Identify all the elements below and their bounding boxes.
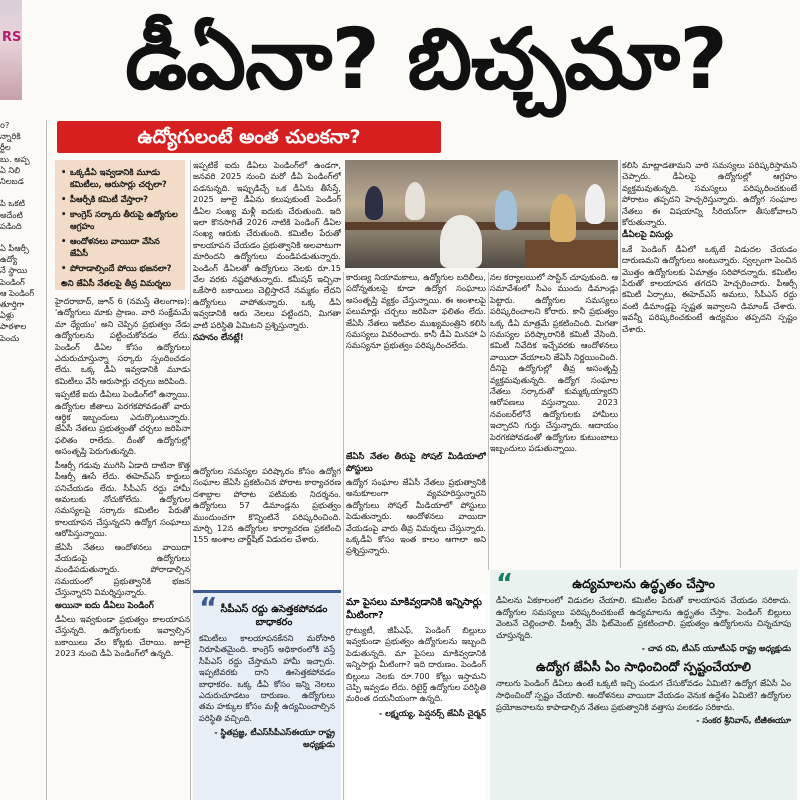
quote-body: కమిటీలు కాలయాపనకేనని మరోసారి నిరూపితమైంది. కాంగ్రెస్ అధికారంలోకి వస్తే సీపీఎస్ రద్దు చేస్తామని హామీ ఇచ్చారు. ఇప్పటివరకు దాని ఊసెత్తకపోవడం బాధాకరం. ఒక్క డీఏ కోసం ఇన్ని నెలలు ఎదురుచూడటం దారుణం. ఉద్యోగులు తమ హక్కుల కోసం మళ్లీ ఉద్యమించాల్సిన పరిస్థితి వచ్చింది.	[199, 633, 335, 723]
highlight-item: • పోరాడాల్సిందే పోయి భజనలా?	[61, 262, 179, 274]
paragraph: ఉద్యోగుల సమస్యల పరిష్కారం కోసం ఉద్యోగ సంఘాల జేఏసీ ప్రకటించిన పోరాట కార్యాచరణ దశాబ్దాల పోరాట పటిమకు నిదర్శనం. ఉద్యోగులు 57 డిమాండ్లను ప్రభుత్వం ముందుంచగా కొన్నింటినే పరిష్కరించింది. మార్చి 12న ఉద్యోగుల కార్యాచరణ ప్రకటించి 155 అంశాల చార్జ్‌షీట్ విడుదల చేశారు.	[193, 466, 341, 545]
left-strip-line: పడింది	[0, 220, 22, 231]
quote-title: సీపీఎస్ రద్దు ఉసెత్తకపోవడం బాధాకరం	[220, 604, 328, 628]
office-photo	[345, 160, 618, 268]
left-strip-line: ఆ పెండింగ్	[0, 287, 34, 298]
paragraph: కారుణ్య నియామకాలు, ఉద్యోగుల బదిలీలు, పదోన్నతులపై కూడా ఉద్యోగ సంఘాలు అసంతృప్తి వ్యక్తం చేస్తున్నాయి. ఈ అంశాలపై పలుమార్లు చర్చలు జరిపినా ఫలితం లేదు. జేఏసీ నేతలు ఇటీవల ముఖ్యమంత్రిని కలిసి సమస్యలు వివరించారు. కానీ డీఏ మినహా ఏ సమస్యనూ ప్రభుత్వం పరిష్కరించలేదు.	[346, 272, 486, 351]
highlight-item: • ఆందోళనలు వాయిదా వేసిన జేఏసీ	[61, 235, 179, 259]
column-divider	[190, 160, 191, 800]
highlight-item: • పీఆర్సీకి కమిటీ వేస్తారా?	[61, 193, 179, 205]
photo-person	[495, 190, 517, 230]
quote-mark-icon: “	[199, 591, 218, 624]
article-column-2-continued	[193, 466, 341, 586]
photo-desk	[525, 240, 618, 268]
article-column-2	[193, 160, 341, 462]
quote-title: ఉద్యోగ జేఏసీ ఏం సాధించిందో స్పష్టంచేయాలి	[536, 659, 751, 675]
left-strip-line: తూర్తిగా	[0, 299, 25, 309]
paragraph: ఇప్పటికే ఐదు డీఏలు పెండింగ్‌లో ఉన్నాయి. ఉద్యోగుల జీతాలు పెరగకపోవడంతో వారు ఆర్థిక ఇబ్బందులు ఎదుర్కొంటున్నారు. జేఏసీ నేతలు ప్రభుత్వంతో చర్చలు జరిపినా ఫలితం రాలేదు. దీంతో ఉద్యోగుల్లో అసంతృప్తి పెరుగుతున్నది.	[55, 389, 190, 457]
left-strip-line: o?	[0, 120, 10, 130]
left-strip-line: ఉద్యో	[0, 254, 18, 265]
paragraph: జేఏసీ నేతలు ఆందోళనలు వాయిదా వేయడంపై ఉద్యోగులు మండిపడుతున్నారు. పోరాడాల్సిన సమయంలో ప్రభుత్వానికి భజన చేస్తున్నారని విమర్శిస్తున్నారు.	[55, 541, 190, 598]
left-strip-line: ఏళ్లు	[0, 310, 14, 321]
left-strip-line: పాఠశాల	[0, 321, 27, 332]
quote-title: ఉద్యమాలను ఉద్ధృతం చేస్తాం	[572, 576, 715, 591]
photo-person	[585, 184, 605, 224]
quote-title: మా పైసలు మాకివ్వడానికి ఇన్నిసార్లు మీటింగా?	[346, 597, 482, 621]
paragraph: నల కర్యాలయిలో సాస్టిన్ చూపుకుంది. ఆ సమావేశంలో సీఎం ముందు డిమాండ్లు పెట్టారు. ఉద్యోగుల సమస్యలు పరిష్కరించాలని కోరారు. కానీ ప్రభుత్వం ఒక్క డీఏ మాత్రమే ప్రకటించింది. మిగతా సమస్యల పరిష్కారానికి కమిటీ వేసింది. కమిటీ నివేదిక ఇచ్చేవరకు ఆందోళనలు వాయిదా వేయాలని జేఏసీ నిర్ణయించింది. దీనిపై ఉద్యోగుల్లో తీవ్ర అసంతృప్తి వ్యక్తమవుతున్నది. ఉద్యోగ సంఘాల నేతలు సర్కారుతో కుమ్మక్కయ్యారని ఆరోపణలు వస్తున్నాయి. 2023 నవంబర్‌లోనే ఉద్యోగులకు హామీలు ఇచ్చారని గుర్తు చేస్తున్నారు. ఆదాయం పెరగకపోవడంతో ఉద్యోగుల కుటుంబాలు ఇబ్బందులు పడుతున్నాయి.	[490, 272, 618, 454]
column-divider	[343, 272, 344, 800]
photo-person	[440, 215, 482, 268]
quote-byline: - సంకర శ్రీనివాస్, టీజీఈయూ	[696, 715, 791, 726]
quote-box-cps	[193, 590, 341, 800]
left-strip-line: నిలబడ	[0, 175, 24, 186]
column-divider	[620, 160, 621, 568]
quote-byline: - లక్ష్మయ్య, పెన్షనర్స్ జేఏసీ చైర్మన్	[378, 707, 486, 718]
left-strip-line: ర్టీల	[0, 142, 11, 153]
quote-box-pensioners	[346, 594, 486, 800]
paragraph: ఇప్పటికే ఐదు డీఏలు పెండింగ్‌లో ఉండగా, జనవరి 2025 నుంచి మరో డీఏ పెండింగ్‌లో పడనున్నది. ఇప్పుడిచ్చే ఒక డీఏను తీసేస్తే, 2025 జూలై డీఏను కలుపుకుంటే పెండింగ్ డీఏల సంఖ్య మళ్లీ ఐదుకు చేరుతుంది. ఇది ఇలా కొనసాగితే 2026 నాటికి పెండింగ్ డీఏల సంఖ్య ఆరుకు చేరుతుంది. కమిటీల పేరుతో కాలయాపన చేయడం ప్రభుత్వానికి అలవాటుగా మారిందని ఉద్యోగులు మండిపడుతున్నారు. పెండింగ్ డీఏలతో ఉద్యోగులు నెలకు రూ.15 వేల వరకు నష్టపోతున్నారు. కమీషన్ ఇచ్చినా ఒకేసారి బకాయిలు చెల్లిస్తారనే నమ్మకం లేదని ఉద్యోగులు వాపోతున్నారు. ఒక్క డీఏ ఇవ్వడానికి ఆరు నెలలు పట్టిందని, మిగతా వాటి పరిస్థితి ఏమిటని ప్రశ్నిస్తున్నారు.	[193, 160, 341, 330]
photo-person	[365, 186, 383, 220]
left-strip-line: ఏ పీఆర్సీ	[0, 243, 29, 254]
corner-photo-text: RS	[2, 30, 22, 45]
left-strip-line	[0, 232, 42, 243]
left-strip-line: న్నారికి	[0, 131, 21, 142]
section-subtitle: సహనం లేనట్లే!	[193, 333, 244, 344]
left-strip-line: అదేంటి	[0, 209, 23, 220]
left-strip-line: పెండింగ్	[0, 276, 25, 287]
paragraph: పీఆర్సీ గడువు ముగిసి ఏడాది దాటినా కొత్త పీఆర్సీ ఊసే లేదు. ఈహెచ్ఎస్ కార్డులు పనిచేయడం లేదు. సీపీఎస్ రద్దు హామీ అమలుకు నోచుకోలేదు. ఉద్యోగుల సమస్యలపై సర్కారు కమిటీల పేరుతో కాలయాపన చేస్తున్నదని ఉద్యోగ సంఘాలు ఆరోపిస్తున్నాయి.	[55, 459, 190, 539]
quote-body: నాలుగు పెండింగ్ డీఏలు ఉంటే ఒక్కటి ఇచ్చి పండుగ చేసుకోవడం ఏమిటి? ఉద్యోగ జేఏసీ ఏం సాధించిందో స్పష్టం చేయాలి. ఆందోళనలు వాయిదా వేయడం వెనుక ఉద్దేశం ఏమిటి? ఉద్యోగుల ప్రయోజనాలను కాపాడాల్సిన నేతలు ప్రభుత్వానికి వత్తాసు పలకడం సరికాదు.	[496, 678, 791, 712]
section-subtitle: జేఏసీ నేతల తీరుపై సోషల్ మీడియాలో పోస్టులు	[346, 452, 486, 474]
highlights-box	[55, 160, 185, 290]
section-subtitle: అయినా ఐదు డీఏలు పెండింగ్	[55, 600, 154, 611]
photo-person	[550, 194, 576, 242]
column-divider	[488, 272, 489, 570]
paragraph: ఉద్యోగ సంఘాల జేఏసీ నేతలు ప్రభుత్వానికి అనుకూలంగా వ్యవహరిస్తున్నారని ఉద్యోగులు సోషల్ మీడియాలో పోస్టులు పెడుతున్నారు. ఆందోళనలు వాయిదా వేయడంపై వారు తీవ్ర విమర్శలు చేస్తున్నారు. ఒక్కడీఏ కోసం ఇంత కాలం ఆగాలా అని ప్రశ్నిస్తున్నారు.	[346, 477, 486, 556]
quote-box-unions	[490, 570, 797, 800]
paragraph: కలిసి మాట్లాడతామని వారి సమస్యలు పరిష్కరిస్తామని చెప్పారు. డీఏలపై ఉద్యోగుల్లో ఆగ్రహం వ్యక్తమవుతున్నది. సమస్యలు పరిష్కరించకుంటే పోరాటం తప్పదని హెచ్చరిస్తున్నారు. ఉద్యోగ సంఘాల నేతలు ఈ విషయాన్ని సీరియస్‌గా తీసుకోవాలని కోరుతున్నారు.	[622, 160, 797, 228]
quote-byline: - స్థితప్రజ్ఞ, టీఎస్‌సీపీఎస్‌ఈయూ రాష్ట్ర అధ్యక్షుడు	[214, 727, 335, 750]
quote-body: డీఏలను ఏకకాలంలో విడుదల చేయాలి. కమిటీల పేరుతో కాలయాపన చేయడం సరికాదు. ఉద్యోగుల సమస్యలు పరిష్కరించకుంటే ఉద్యమాలను ఉద్ధృతం చేస్తాం. పెండింగ్ బిల్లులు వెంటనే చెల్లించాలి. పీఆర్సీ వేసి ఫిట్‌మెంట్ ప్రకటించాలి. ప్రభుత్వం ఉద్యోగులను చిన్నచూపు చూస్తున్నది.	[496, 595, 791, 640]
article-column-3-section	[346, 452, 486, 590]
highlight-item: • అని జేఏసీ నేతలపై తీవ్ర విమర్శలు	[61, 277, 179, 289]
paragraph: ఒకే పెండింగ్ డీఏలో ఒక్కటే విడుదల చేయడం దారుణమని ఉద్యోగులు అంటున్నారు. స్వల్పంగా పెంచిన మొత్తం ఉద్యోగులకు ఏమాత్రం సరిపోదన్నారు. కమిటీల పేరుతో కాలయాపన తగదని హెచ్చరించారు. పీఆర్సీ కమిటీ ఏర్పాటు, ఈహెచ్ఎస్ అమలు, సీపీఎస్ రద్దు వంటి డిమాండ్లపై స్పష్టత ఇవ్వాలని డిమాండ్ చేశారు. ఇవన్నీ పరిష్కరించకుంటే ఉద్యమం తప్పదని స్పష్టం చేశారు.	[622, 243, 797, 334]
section-subtitle: డీఏలపై విసుర్లు	[622, 230, 673, 241]
corner-photo	[0, 0, 22, 100]
paragraph: డీఏలు ఇవ్వకుండా ప్రభుత్వం కాలయాపన చేస్తున్నది. ఉద్యోగులకు ఇవ్వాల్సిన బకాయిలు వేల కోట్లకు చేరాయి. జూలై 2023 నుంచి డీఏ పెండింగ్‌లో ఉన్నది.	[55, 613, 190, 659]
article-column-3	[346, 272, 486, 448]
left-strip-column	[0, 120, 42, 800]
left-strip-line: ఏ నిలి	[0, 164, 21, 175]
photo-desk	[345, 222, 618, 230]
article-column-5	[622, 160, 797, 568]
quote-body: గ్రాట్యుటీ, జీపీఎఫ్, పెండింగ్ బిల్లులు ఇవ్వకుండా ప్రభుత్వం ఉద్యోగులను ఇబ్బంది పెడుతున్నది. మా పైసలు మాకివ్వడానికి ఇన్నిసార్లు మీటింగా? ఇది దారుణం. పెండింగ్ బిల్లులు నెలకు రూ.700 కోట్లు ఇస్తామని చెప్పి ఇవ్వడం లేదు. రిటైర్డ్ ఉద్యోగుల పరిస్థితి మరింత దయనీయంగా ఉన్నది.	[346, 625, 486, 704]
left-strip-line: నే స్థాయి	[0, 265, 28, 276]
highlight-item: • కాంగ్రెస్ సర్కారు తీరుపై ఉద్యోగుల ఆగ్రహం	[61, 208, 179, 232]
paragraph: హైదరాబాద్, జూన్ 6 (నమస్తే తెలంగాణ): 'ఉద్యోగులు మాకు ప్రాణం. వారి సంక్షేమమే మా ధ్యేయం' అని చెప్పిన ప్రభుత్వం నేడు ఉద్యోగులను పట్టించుకోవడం లేదు. పెండింగ్ డీఏల కోసం ఉద్యోగులు ఎదురుచూస్తున్నా సర్కారు స్పందించడం లేదు. ఒక్క డీఏ ఇవ్వడానికి మూడు కమిటీలు వేసి ఆరుసార్లు చర్చలు జరిపింది.	[55, 296, 190, 386]
article-column-4	[490, 272, 618, 568]
column-divider	[46, 120, 47, 800]
subheadline-banner: ఉద్యోగులంటే అంత చులకనా?	[57, 121, 441, 153]
left-strip-line	[0, 187, 42, 198]
left-strip-line: పి ఒకటి	[0, 198, 26, 209]
quote-byline: - చావ రవి, టీఎస్ యూటీఎఫ్ రాష్ట్ర అధ్యక్షుడు	[641, 643, 791, 654]
highlight-item: • ఒక్కడీఏ ఇవ్వడానికి మూడు కమిటీలు, ఆరుసార్లు చర్చలా?	[61, 166, 179, 190]
left-strip-line: పెంచు	[0, 332, 20, 343]
page-headline: డీఏనా? బిచ్చమా?	[125, 10, 727, 108]
quote-mark-icon: “	[496, 569, 514, 599]
left-strip-line: బు. అప్ప	[0, 153, 30, 164]
article-column-1	[55, 296, 190, 800]
photo-person	[405, 182, 425, 220]
